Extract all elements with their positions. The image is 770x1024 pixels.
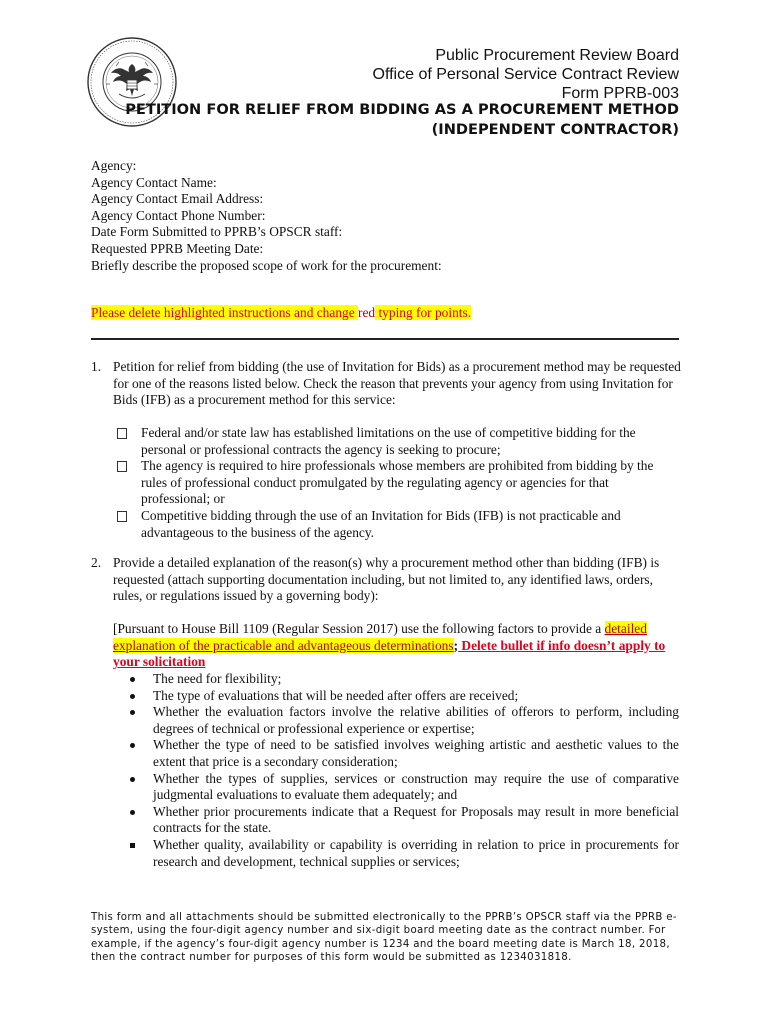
- option-label: The agency is required to hire professionals whose members are prohibited from bidding by the rules of professional conduct promulgated by the regulating agency or agencies for that professional; or: [141, 458, 654, 507]
- highlighted-instruction: [91, 305, 471, 321]
- checkbox-icon[interactable]: [117, 428, 127, 439]
- field-agency-contact-phone[interactable]: Agency Contact Phone Number:: [91, 207, 266, 223]
- instruction-part-1: Please delete highlighted instructions and change: [91, 305, 358, 320]
- bullet-icon: [130, 777, 135, 782]
- bullet-text: Whether the evaluation factors involve the relative abilities of offerors to perform, including degrees of technical or professional experience or expertise;: [153, 704, 679, 736]
- document-header: [373, 46, 680, 103]
- detailed-explanation-highlight: detailed explanation of the practicable and advantageous determinations: [113, 621, 647, 653]
- field-date-submitted[interactable]: Date Form Submitted to PPRB’s OPSCR staff:: [91, 224, 343, 240]
- house-bill-instruction: [113, 621, 679, 671]
- section-1-number: 1.: [91, 359, 102, 374]
- semicolon: ;: [453, 637, 459, 653]
- bullet-icon: [130, 710, 135, 715]
- field-scope-of-work[interactable]: Briefly describe the proposed scope of work for the procurement:: [91, 257, 442, 273]
- bullet-item: [113, 837, 679, 870]
- option-law-limitations[interactable]: [114, 425, 680, 458]
- section-2-text: Provide a detailed explanation of the reason(s) why a procurement method other than bidding (IFB) is requested (attach supporting documentation including, but not limited to, any identified laws, orders, rules, or regulations issued by a governing body):: [113, 555, 660, 604]
- option-not-practicable[interactable]: [114, 508, 680, 541]
- section-2: [91, 555, 681, 605]
- field-agency[interactable]: Agency:: [91, 158, 137, 173]
- bullet-item: [113, 688, 679, 705]
- bullet-icon: [130, 810, 135, 815]
- office-name: Office of Personal Service Contract Review: [372, 66, 679, 83]
- factor-bullets: [113, 671, 679, 870]
- bullet-text: Whether prior procurements indicate that a Request for Proposals may result in more beneficial contracts for the state.: [153, 803, 679, 836]
- delete-bullet-note: Delete bullet if info doesn’t apply to your solicitation: [113, 637, 666, 670]
- agency-fields: [91, 158, 442, 274]
- document-title: [125, 100, 679, 140]
- field-meeting-date[interactable]: Requested PPRB Meeting Date:: [91, 240, 264, 256]
- field-agency-contact-name[interactable]: Agency Contact Name:: [91, 174, 217, 190]
- form-number: Form PPRB-003: [561, 85, 679, 102]
- title-line-1: PETITION FOR RELIEF FROM BIDDING AS A PROCUREMENT METHOD: [125, 101, 679, 118]
- bullet-item: [113, 771, 679, 804]
- bullet-icon: [130, 743, 135, 748]
- checkbox-icon[interactable]: [117, 461, 127, 472]
- bullet-item: [113, 804, 679, 837]
- submission-footer: This form and all attachments should be submitted electronically to the PPRB’s OPSCR staff via the PPRB e-system, using the four-digit agency number and six-digit board meeting date as the contract number. For example, if the agency’s four-digit agency number is 1234 and the board meeting date is March 18, 2018, then the contract number for purposes of this form would be submitted as 1234031818.: [91, 912, 677, 963]
- bullet-text: Whether the types of supplies, services or construction may require the use of comparative judgmental evaluations to evaluate them adequately; and: [153, 770, 679, 803]
- board-name: Public Procurement Review Board: [435, 47, 679, 64]
- bullet-icon: [130, 677, 135, 682]
- section-1: [91, 359, 681, 409]
- option-label: Competitive bidding through the use of an Invitation for Bids (IFB) is not practicable and advantageous to the business of the agency.: [141, 507, 621, 540]
- section-1-text: Petition for relief from bidding (the use of Invitation for Bids) as a procurement method may be requested for one of the reasons listed below. Check the reason that prevents your agency from using Invitation for Bids (IFB) as a procurement method for this service:: [113, 359, 681, 408]
- section-2-number: 2.: [91, 555, 102, 570]
- field-agency-contact-email[interactable]: Agency Contact Email Address:: [91, 191, 264, 207]
- instruction-part-3: typing for points.: [375, 305, 472, 320]
- bullet-text: The need for flexibility;: [153, 671, 282, 686]
- bullet-item: [113, 704, 679, 737]
- bullet-item: [113, 737, 679, 770]
- option-professional-rules[interactable]: [114, 458, 680, 508]
- instruction-red-word: red: [358, 305, 376, 320]
- title-line-2: (INDEPENDENT CONTRACTOR): [431, 121, 679, 138]
- checkbox-icon[interactable]: [117, 511, 127, 522]
- bullet-text: Whether quality, availability or capability is overriding in relation to price in procurements for research and development, technical supplies or services;: [153, 836, 679, 869]
- bullet-item: [113, 671, 679, 688]
- section-1-options: [114, 425, 680, 541]
- divider-line: [91, 338, 679, 340]
- bullet-text: The type of evaluations that will be needed after offers are received;: [153, 687, 519, 703]
- bullet-text: Whether the type of need to be satisfied involves weighing artistic and aesthetic values to the extent that price is a secondary consideration;: [153, 737, 679, 769]
- bullet-icon: [130, 694, 135, 699]
- house-bill-text: [Pursuant to House Bill 1109 (Regular Session 2017) use the following factors to provide a: [113, 621, 605, 636]
- option-label: Federal and/or state law has established limitations on the use of competitive bidding for the personal or professional contracts the agency is seeking to procure;: [141, 425, 636, 457]
- square-bullet-icon: [130, 843, 135, 848]
